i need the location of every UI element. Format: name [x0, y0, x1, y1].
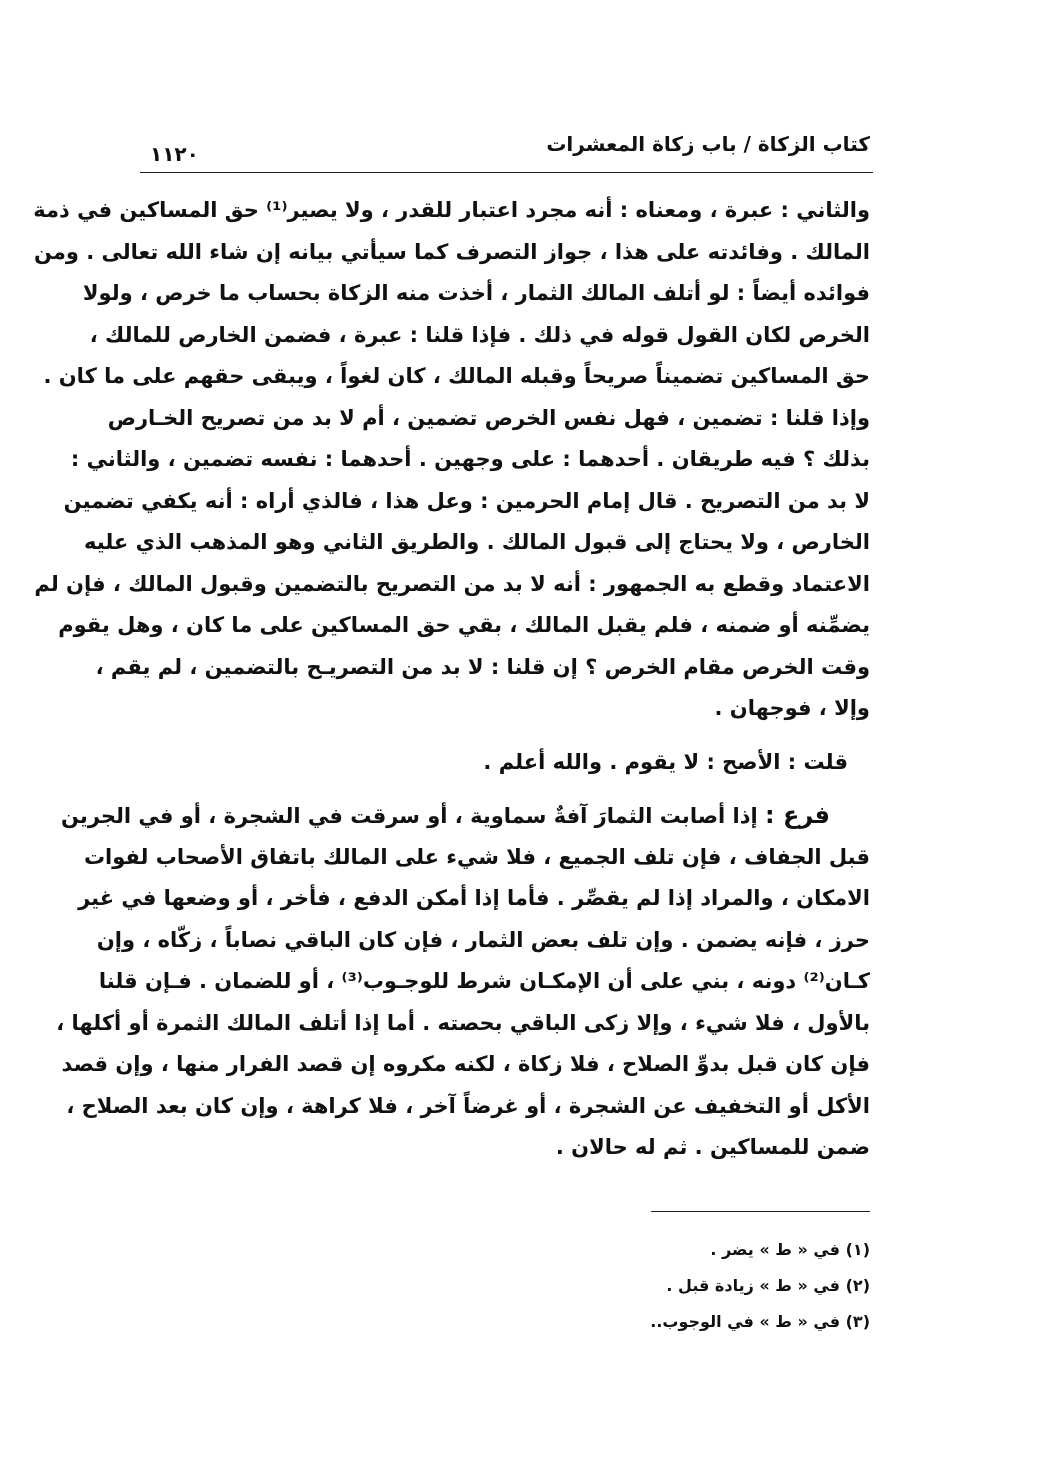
text-line: لا بد من التصريح . قال إمام الحرمين : وعل هذا ، فالذي أراه : أنه يكفي تضمين [63, 488, 870, 513]
running-title: كتاب الزكاة / باب زكاة المعشرات [546, 132, 870, 156]
footnote-2: (٢) في « ط » زيادة قبل . [666, 1276, 870, 1295]
text-line: يضمِّنه أو ضمنه ، فلم يقبل المالك ، بقي حق المساكين على ما كان ، وهل يقوم [58, 613, 870, 637]
text-line: وقت الخرص مقام الخرص ؟ إن قلنا : لا بد من التصريـح بالتضمين ، لم يقم ، [95, 654, 870, 679]
text-line [61, 795, 870, 837]
text-line: حرز ، فإنه يضمن . وإن تلف بعض الثمار ، فإن كان الباقي نصاباً ، زكّاه ، وإن [96, 927, 870, 952]
paragraph-2 [133, 742, 870, 784]
text-line: الامكان ، والمراد إذا لم يقصِّر . فأما إذا أمكن الدفع ، فأخر ، أو وضعها في غير [78, 886, 870, 910]
text-line: بالأول ، فلا شيء ، وإلا زكى الباقي بحصته . أما إذا أتلف المالك الثمرة أو أكلها ، [56, 1010, 870, 1035]
text-line: كـان⁽²⁾ دونه ، بني على أن الإمكـان شرط للوجـوب⁽³⁾ ، أو للضمان . فـإن قلنا [98, 969, 870, 993]
text-line: ضمن للمساكين . ثم له حالان . [555, 1135, 870, 1159]
text-line: الاعتماد وقطع به الجمهور : أنه لا بد من التصريح بالتضمين وقبول المالك ، فإن لم [34, 571, 870, 596]
text-line: قبل الجفاف ، فإن تلف الجميع ، فلا شيء على المالك باتفاق الأصحاب لفوات [83, 844, 870, 869]
text-line: الأكل أو التخفيف عن الشجرة ، أو غرضاً آخر ، فلا كراهة ، وإن كان بعد الصلاح ، [66, 1093, 870, 1118]
text-line-content: إذا أصابت الثمارَ آفةٌ سماوية ، أو سرقت في الشجرة ، أو في الجرين [61, 804, 758, 828]
text-line: حق المساكين تضميناً صريحاً وقبله المالك ، كان لغواً ، ويبقى حقهم على ما كان . [43, 364, 870, 388]
footnotes [470, 1232, 870, 1340]
text-line: والثاني : عبرة ، ومعناه : أنه مجرد اعتبار للقدر ، ولا يصير⁽¹⁾ حق المساكين في ذمة [33, 198, 870, 222]
running-header [150, 128, 870, 172]
paragraph-1 [33, 190, 870, 730]
text-line: وإذا قلنا : تضمين ، فهل نفس الخرص تضمين ، أم لا بد من تصريح الخـارص [107, 405, 870, 430]
paragraph-gap [133, 783, 870, 795]
text-line: بذلك ؟ فيه طريقان . أحدهما : على وجهين . أحدهما : نفسه تضمين ، والثاني : [70, 447, 870, 471]
footnote-3: (٣) في « ط » في الوجوب.. [650, 1312, 870, 1331]
text-line: فوائده أيضاً : لو أتلف المالك الثمار ، أخذت منه الزكاة بحساب ما خرص ، ولولا [82, 281, 870, 305]
footnote-rule [651, 1211, 870, 1212]
section-lead: فرع : [765, 801, 830, 829]
paragraph-gap [133, 730, 870, 742]
footnote-1: (١) في « ط » يضر . [710, 1240, 870, 1259]
text-line: قلت : الأصح : لا يقوم . والله أعلم . [483, 749, 848, 774]
paragraph-3 [56, 795, 870, 1169]
header-rule [140, 172, 873, 173]
text-line: وإلا ، فوجهان . [714, 696, 870, 720]
text-line: الخارص ، ولا يحتاج إلى قبول المالك . والطريق الثاني وهو المذهب الذي عليه [84, 530, 870, 554]
page-number: ١١٢٠ [150, 142, 199, 166]
text-line: الخرص لكان القول قوله في ذلك . فإذا قلنا : عبرة ، فضمن الخارص للمالك ، [89, 322, 870, 347]
text-line: المالك . وفائدته على هذا ، جواز التصرف كما سيأتي بيانه إن شاء الله تعالى . ومن [33, 239, 870, 264]
text-line: فإن كان قبل بدوِّ الصلاح ، فلا زكاة ، لكنه مكروه إن قصد الفرار منها ، وإن قصد [61, 1052, 870, 1076]
main-text [33, 190, 870, 1169]
